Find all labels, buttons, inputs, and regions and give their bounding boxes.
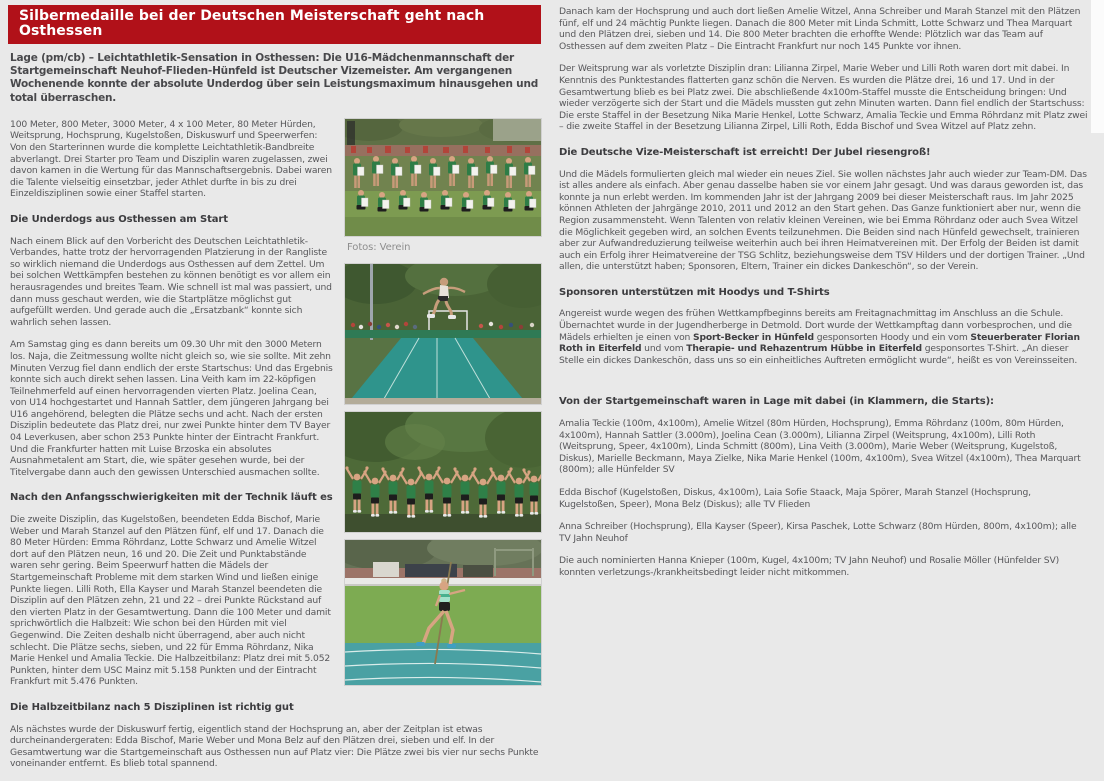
heading-underdogs: Die Underdogs aus Osthessen am Start [10,213,228,225]
sponsor-florian-roth: Steuerberater Florian Roth in Eiterfeld [559,331,1080,355]
heading-technik: Nach den Anfangsschwierigkeiten mit der Technik läuft es [10,492,333,504]
paragraph-saturday-3000m: Am Samstag ging es dann bereits um 09.30 Uhr mit den 3000 Metern los. Naja, die Zeitmessung wollte nicht gleich so, wie sie sollte. Mit zehn Minuten Verzug fiel dann endlich der erste Startschus: Und das Ergebnis konnte sich auch direkt sehen lassen. Lina Veith kam im 22-köpfigen Teilnehmerfeld auf einen hervorragenden vierten Platz. Joelina Cean, von U14 hochgestartet und Hannah Sattler, dem jüngeren Jahrgang bei U16 angehörend, belegten die Plätze sechs und acht. Nach der ersten Disziplin bedeutete das Platz drei, nur zwei Punkte hinter dem TV Bayer 04 Leverkusen, aber schon 253 Punkte hinter der Eintracht Frankfurt. Und die Frankfurter hatten mit Luise Brzoska ein absolutes Ausnahmetalent am Start, die, wie später gesehen wurde, bei der Titelvergabe dann auch den gewissen Unterschied ausmachen sollte. [10,339,333,478]
heading-vizemeisterschaft: Die Deutsche Vize-Meisterschaft ist erreicht! Der Jubel riesengroß! [559,146,931,158]
photo-caption: Fotos: Verein [347,241,411,253]
heading-halbzeitbilanz: Die Halbzeitbilanz nach 5 Disziplinen ist richtig gut [10,701,294,713]
sponsor-rehazentrum-huebbe: Therapie- und Rehazentrum Hübbe in Eiterfeld [686,343,922,355]
paragraph-sponsoren [559,308,1088,366]
heading-teilnehmerliste: Von der Startgemeinschaft waren in Lage mit dabei (in Klammern, die Starts): [559,396,994,408]
scrollbar-thumb[interactable] [1091,0,1104,133]
paragraph-underdogs: Nach einem Blick auf den Vorbericht des Deutschen Leichtathletik-Verbandes, hatte trotz der hervorragenden Platzierung in der Rangliste so wirklich niemand die Underdogs aus Osthessen auf dem Zettel. Um bei solchen Wettkämpfen bestehen zu können benötigt es vor allem ein herausragendes und breites Team. Wie schnell ist mal was passiert, und dann muss geschaut werden, wie die Startplätze möglichst gut aufgefüllt werden. Und gerade auch die „Ersatzbank“ konnte sich wahrlich sehen lassen. [10,235,332,328]
sponsor-text-2: gesponsorten Hoody und ein vom [813,331,971,343]
paragraph-diskuswurf: Als nächstes wurde der Diskuswurf fertig, eigentlich stand der Hochsprung an, aber der Zeitplan ist etwas durcheinandergeraten: Edda Bischof, Marie Weber und Mona Belz auf den Plätzen drei, sieben und elf. In der Gesamtwertung war die Startgemeinschaft aus Osthessen nun auf Platz vier: Die Plätze zwei bis vier nur sechs Punkte voneinander entfernt. Es blieb total spannend. [10,723,539,770]
paragraph-neues-ziel: Und die Mädels formulierten gleich mal wieder ein neues Ziel. Sie wollen nächstes Jahr auch wieder zur Team-DM. Das ist alles andere als einfach. Aber genau dasselbe haben sie vor einem Jahr gesagt. Und was daraus geworden ist, das konnte ja nun erlebt werden. Im kommenden Jahr ist der Jahrgang 2009 bei dieser Meisterschaft raus. Im Jahr 2025 können Athleten der Jahrgänge 2010, 2011 und 2012 an den Start gehen. Das Ganze funktioniert aber nur, wenn die Region zusammensteht. Wenn Talenten von relativ kleinen Vereinen, wie bei Emma Röhrdanz oder auch Svea Witzel die Möglichkeit gegeben wird, an solchen Events teilzunehmen. Die Beiden sind nach Hünfeld gewechselt, trainieren aber zur Aufwandreduzierung teilweise weiterhin auch bei ihren Heimatvereinen mit. Der Erfolg der Beiden ist damit auch ein Erfolg ihrer Heimatvereine der TSG Schlitz, beziehungsweise dem TSV Hilders und der dortigen Trainer. „Und allen, die unterstützt haben; Sponsoren, Eltern, Trainer ein dickes Dankeschön“, so der Verein. [559,168,1087,273]
photo-javelin [345,540,541,685]
photo-long-jump [345,264,541,404]
left-column [8,5,541,781]
photo-team-certificates [345,119,541,236]
roster-tv-flieden: Edda Bischof (Kugelstoßen, Diskus, 4x100m), Laia Sofie Staack, Maja Spörer, Marah Stanzel (Hochsprung, Kugelstoßen, Speer), Mona Belz (Diskus); alle TV Flieden [559,487,1031,510]
article-intro: Lage (pm/cb) – Leichtathletik-Sensation in Osthessen: Die U16-Mädchenmannschaft der Startgemeinschaft Neuhof-Flieden-Hünfeld ist Deutscher Vizemeister. Am vergangenen Wochenende konnte der absolute Underdog über sein Leistungsmaximum hinausgehen und total überraschen. [10,52,539,104]
sponsor-sport-becker: Sport-Becker in Hünfeld [693,331,814,343]
paragraph-hochsprung-800m: Danach kam der Hochsprung und auch dort ließen Amelie Witzel, Anna Schreiber und Marah Stanzel mit den Plätzen fünf, elf und 24 mächtig Punkte liegen. Danach die 800 Meter mit Linda Schmitt, Lotte Schwarz und Thea Marquart und den Plätzen drei, sieben und 14. Die 800 Meter brachten die erhoffte Wende: Plötzlich war das Team auf Osthessen auf dem zweiten Platz – Die Eintracht Frankfurt nur noch 145 Punkte vor ihnen. [559,6,1081,52]
heading-sponsoren: Sponsoren unterstützen mit Hoodys und T-Shirts [559,286,830,298]
paragraph-weitsprung-staffel: Der Weitsprung war als vorletzte Disziplin dran: Lilianna Zirpel, Marie Weber und Lilli Roth waren dort mit dabei. In Kenntnis des Punktestandes flatterten ganz schön die Nerven. Es wurden die Plätze drei, 16 und 17. Und in der Gesamtwertung blieb es bei Platz zwei. Die abschließende 4x100m-Staffel musste die Entscheidung bringen: Und wieder verzögerte sich der Start und die Mädels mussten gut zehn Minuten warten. Dann fiel endlich der Startschuss: Die erste Staffel in der Besetzung Nika Marie Henkel, Lotte Schwarz, Amalia Teckie und Emma Röhrdanz mit Platz zwei – die zweite Staffel in der Besetzung Lilianna Zirpel, Lilli Roth, Edda Bischof und Svea Witzel auf Platz zehn. [559,63,1088,133]
photo-team-cheering [345,412,541,532]
roster-huenfelder-sv: Amalia Teckie (100m, 4x100m), Amelie Witzel (80m Hürden, Hochsprung), Emma Röhrdanz (100m, 80m Hürden, 4x100m), Hannah Sattler (3.000m), Joelina Cean (3.000m), Lilianna Zirpel (Weitsprung, 4x100m), Lilli Roth (Weitsprung, Speer, 4x100m), Linda Schmitt (800m), Lina Veith (3.000m), Marie Weber (Weitsprung, Kugelstoß, Diskus), Marielle Beckmann, Maya Zielke, Nika Marie Henkel (100m, 4x100m), Svea Witzel (4x100m), Thea Marquart (800m); alle Hünfelder SV [559,418,1081,476]
sponsor-text-4: gesponsortes T-Shirt. „An dieser Stelle ein dickes Dankeschön, dass uns so ein einheitliches Auftreten ermöglicht wurde“, heißt es von Vereinsseiten. [559,343,1078,366]
sponsor-text-3: und vom [641,343,687,355]
photo-column [345,119,541,693]
right-column [557,6,1088,590]
article-body-left [8,119,541,770]
sponsor-text-1: Angereist wurde wegen des frühen Wettkampfbeginns bereits am Freitagnachmittag im Anschluss an die Schule. Übernachtet wurde in der Jugendherberge in Detmold. Dort wurde der Wettkampftag dann vorbesprochen, und die Mädels erhielten je einen von [559,308,1072,343]
paragraph-disciplines: 100 Meter, 800 Meter, 3000 Meter, 4 x 100 Meter, 80 Meter Hürden, Weitsprung, Hochsprung, Kugelstoßen, Diskuswurf und Speerwerfen: Von den Starterinnen wurde die komplette Leichtathletik-Bandbreite abverlangt. Drei Starter pro Team und Disziplin waren zugelassen, zwei davon kamen in die Wertung für das Mannschaftsergebnis. Dabei waren die Talente vielseitig einsetzbar, jeder Athlet durfte in bis zu drei Einzeldisziplinen sowie einer Staffel starten. [10,118,332,200]
paragraph-kugelstossen: Die zweite Disziplin, das Kugelstoßen, beendeten Edda Bischof, Marie Weber und Marah Stanzel auf den Plätzen fünf, elf und 17. Danach die 80 Meter Hürden: Emma Röhrdanz, Lotte Schwarz und Amelie Witzel dort auf den Plätzen neun, 16 und 20. Die Zeit und Punktabstände waren sehr gering. Beim Speerwurf hatten die Mädels der Startgemeinschaft Probleme mit dem starken Wind und ließen einige Punkte liegen. Lilli Roth, Ella Kayser und Marah Stanzel beendeten die Disziplin auf den Plätzen zehn, 21 und 22 – drei Punkte Rückstand auf den vierten Platz in der Gesamtwertung. Dann die 100 Meter und damit sprichwörtlich die Halbzeit: Wie schon bei den Hürden mit viel Gegenwind. Die Zeiten deshalb nicht überragend, aber auch nicht schlecht. Die Plätze sechs, sieben, und 22 für Emma Röhrdanz, Nika Marie Henkel und Amalia Teckie. Die Halbzeitbilanz: Platz drei mit 5.052 Punkten, hinter dem USC Mainz mit 5.158 Punkten und der Eintracht Frankfurt mit 5.476 Punkten. [10,514,331,688]
page-title: Silbermedaille bei der Deutschen Meisterschaft geht nach Osthessen [8,5,541,44]
injury-note: Die auch nominierten Hanna Knieper (100m, Kugel, 4x100m; TV Jahn Neuhof) und Rosalie Möller (Hünfelder SV) konnten verletzungs-/krankheitsbedingt leider nicht mitkommen. [559,555,1060,578]
roster-tv-jahn-neuhof: Anna Schreiber (Hochsprung), Ella Kayser (Speer), Kirsa Paschek, Lotte Schwarz (80m Hürden, 800m, 4x100m); alle TV Jahn Neuhof [559,521,1077,544]
